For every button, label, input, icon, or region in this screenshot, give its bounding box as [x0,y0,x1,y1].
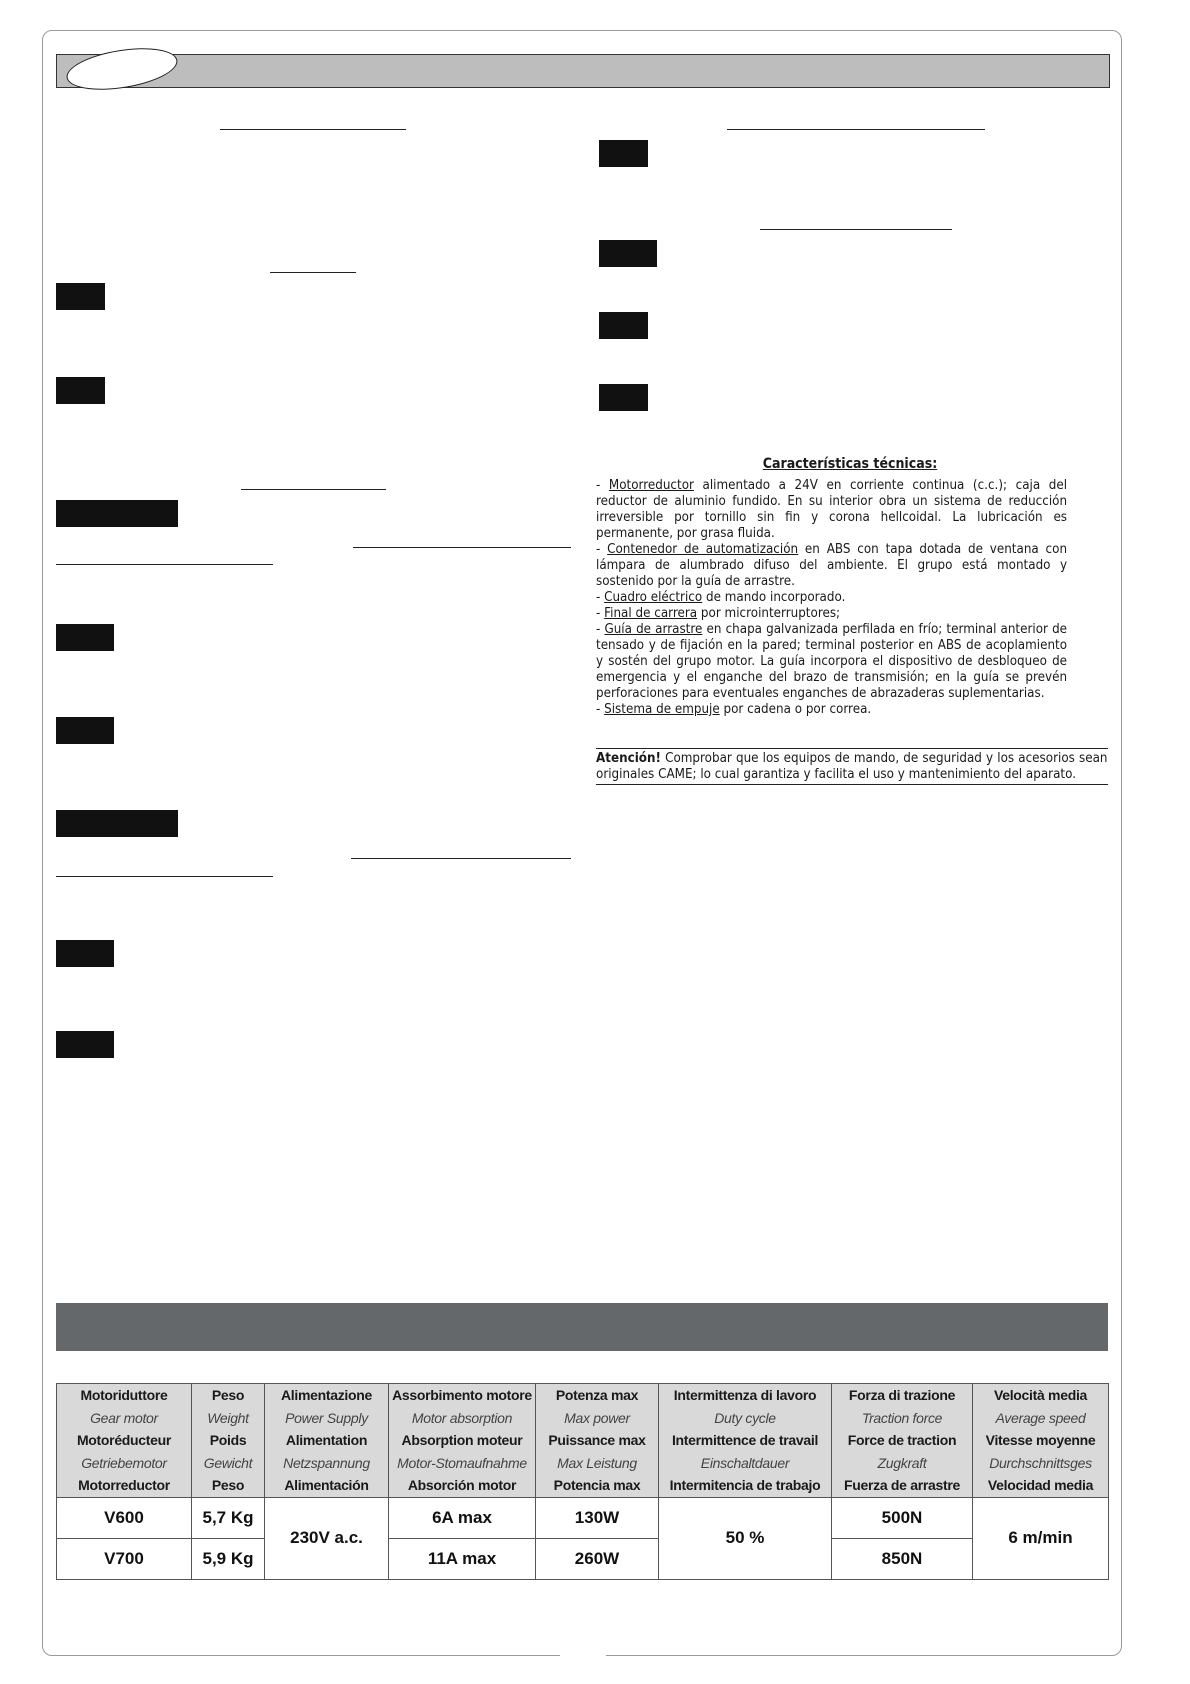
power-cell: 260W [536,1538,659,1579]
warning-label: Atención! [596,751,661,766]
col-header: Motoriduttore Gear motor Motoréducteur Getriebemotor Motorreductor [57,1384,192,1498]
tech-item: - Contenedor de automatización en ABS con tapa dotada de ventana con lámpara de alumbrado difuso del ambiente. El grupo está montado y sostenido por la guía de arrastre. [596,542,1068,589]
heading-rule [270,272,356,273]
col-header: Forza di trazione Traction force Force de traction Zugkraft Fuerza de arrastre [832,1384,973,1498]
heading-rule [760,229,952,230]
tech-item: - Motorreductor alimentado a 24V en corriente continua (c.c.); caja del reductor de aluminio fundido. En su interior obra un sistema de reducción irreversible por tornillo sin fin y corona hellcoidal. La lubricación es permanente, por grasa fluida. [596,478,1068,541]
col-header: Velocità media Average speed Vitesse moyenne Durchschnittsges Velocidad media [973,1384,1109,1498]
weight-cell: 5,9 Kg [192,1538,265,1579]
header-bar [56,54,1110,88]
col-header: Alimentazione Power Supply Alimentation Netzspannung Alimentación [265,1384,389,1498]
force-cell: 850N [832,1538,973,1579]
heading-rule [56,876,273,877]
heading-rule [241,489,386,490]
speed-cell: 6 m/min [973,1497,1109,1579]
absorption-cell: 6A max [389,1497,536,1538]
symbol-block [599,140,648,167]
table-header-row [57,1384,1109,1498]
table-row [57,1497,1109,1538]
tech-description [596,478,1067,718]
heading-rule [351,858,571,859]
weight-cell: 5,7 Kg [192,1497,265,1538]
absorption-cell: 11A max [389,1538,536,1579]
symbol-block [56,377,105,404]
footer-gap [560,1650,606,1662]
symbol-block [56,283,105,310]
power-cell: 130W [536,1497,659,1538]
symbol-block [56,810,178,837]
supply-cell: 230V a.c. [265,1497,389,1579]
col-header: Intermittenza di lavoro Duty cycle Intermittence de travail Einschaltdauer Intermitencia de trabajo [659,1384,832,1498]
table-header-band [56,1303,1108,1351]
heading-rule [220,129,406,130]
warning-text: Comprobar que los equipos de mando, de seguridad y los acesorios sean originales CAME; lo cual garantiza y facilita el uso y mantenimiento del aparato. [596,751,1108,782]
col-header: Potenza max Max power Puissance max Max Leistung Potencia max [536,1384,659,1498]
tech-item: - Final de carrera por microinterruptores; [596,606,841,621]
tech-item: - Cuadro eléctrico de mando incorporado. [596,590,846,605]
symbol-block [56,624,114,651]
warning-box [596,748,1108,785]
heading-rule [56,564,273,565]
spec-table [56,1383,1109,1580]
tech-item: - Sistema de empuje por cadena o por correa. [596,702,872,717]
heading-rule [727,129,985,130]
model-cell: V700 [57,1538,192,1579]
heading-rule [353,547,571,548]
symbol-block [56,500,178,527]
col-header: Assorbimento motore Motor absorption Absorption moteur Motor-Stomaufnahme Absorción motor [389,1384,536,1498]
tech-item: - Guía de arrastre en chapa galvanizada perfilada en frío; terminal anterior de tensado y de fijación en la pared; terminal posterior en ABS de acoplamiento y sostén del grupo motor. La guía incorpora el dispositivo de desbloqueo de emergencia y el enganche del brazo de transmisión; en la guía se prevén perforaciones para eventuales enganches de abrazaderas suplementarias. [596,622,1068,701]
table-row [57,1538,1109,1579]
force-cell: 500N [832,1497,973,1538]
model-cell: V600 [57,1497,192,1538]
symbol-block [599,312,648,339]
symbol-block [56,940,114,967]
symbol-block [56,1031,114,1058]
symbol-block [599,384,648,411]
tech-title: Características técnicas: [762,456,938,472]
duty-cell: 50 % [659,1497,832,1579]
col-header: Peso Weight Poids Gewicht Peso [192,1384,265,1498]
symbol-block [599,240,657,267]
symbol-block [56,717,114,744]
